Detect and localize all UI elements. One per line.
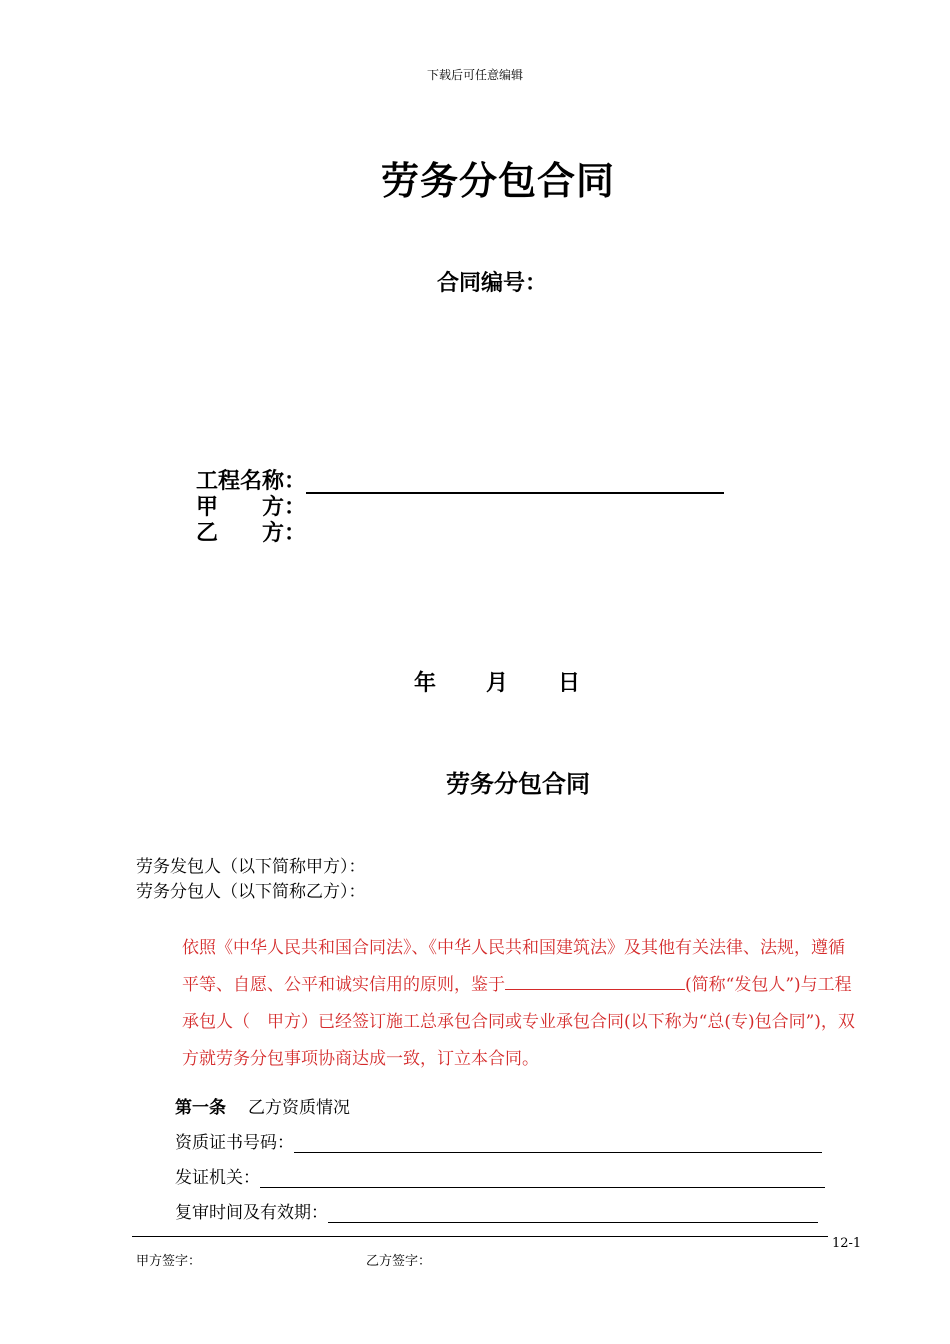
- issuer-row: [175, 1163, 825, 1188]
- party-a-label: 甲 方：: [196, 494, 307, 520]
- contractor-line: 劳务发包人（以下简称甲方）：: [136, 857, 366, 877]
- article-1-number: 第一条: [175, 1098, 226, 1118]
- party-b-signature: 乙方签字：: [366, 1254, 432, 1269]
- page-number: 12-1: [832, 1236, 862, 1251]
- cert-number-field[interactable]: [294, 1134, 822, 1153]
- cover-date: [414, 666, 580, 697]
- subcontractor-line: 劳务分包人（以下简称乙方）：: [136, 882, 366, 902]
- review-field[interactable]: [328, 1204, 818, 1223]
- header-note: 下载后可任意编辑: [426, 68, 523, 82]
- review-label: 复审时间及有效期：: [175, 1203, 328, 1223]
- preamble-part2: (简称“发包人”)与工程承包人（ 甲方）已经签订施工总承包合同或专业承包合同(以下称为“总(专)包合同”)，双方就劳务分包事项协商达成一致，订立本合同。: [182, 975, 855, 1069]
- article-1-heading: [175, 1093, 350, 1118]
- party-b-row: [196, 520, 306, 546]
- date-day: 日: [558, 670, 581, 696]
- cover-title: 劳务分包合同: [380, 158, 615, 203]
- article-1-title: 乙方资质情况: [248, 1098, 350, 1118]
- project-name-row: [196, 468, 724, 494]
- cert-number-label: 资质证书号码：: [175, 1133, 294, 1153]
- date-month: 月: [486, 670, 509, 696]
- issuer-field[interactable]: [260, 1169, 825, 1188]
- preamble-paragraph: [136, 930, 856, 1078]
- cert-number-row: [175, 1128, 822, 1153]
- contract-number-label: 合同编号：: [436, 270, 547, 296]
- project-name-field[interactable]: [306, 468, 724, 494]
- party-a-row: [196, 494, 306, 520]
- project-name-label: 工程名称：: [196, 468, 307, 494]
- footer-divider: [132, 1236, 828, 1237]
- employer-name-field[interactable]: [505, 969, 685, 990]
- body-title: 劳务分包合同: [446, 769, 590, 798]
- party-a-signature: 甲方签字：: [136, 1254, 202, 1269]
- issuer-label: 发证机关：: [175, 1168, 260, 1188]
- review-row: [175, 1198, 818, 1223]
- party-b-label: 乙 方：: [196, 520, 307, 546]
- preamble-part1: 依照《中华人民共和国合同法》、《中华人民共和国建筑法》及其他有关法律、法规，遵循平等、自愿、公平和诚实信用的原则，鉴于: [182, 938, 845, 995]
- date-year: 年: [414, 670, 437, 696]
